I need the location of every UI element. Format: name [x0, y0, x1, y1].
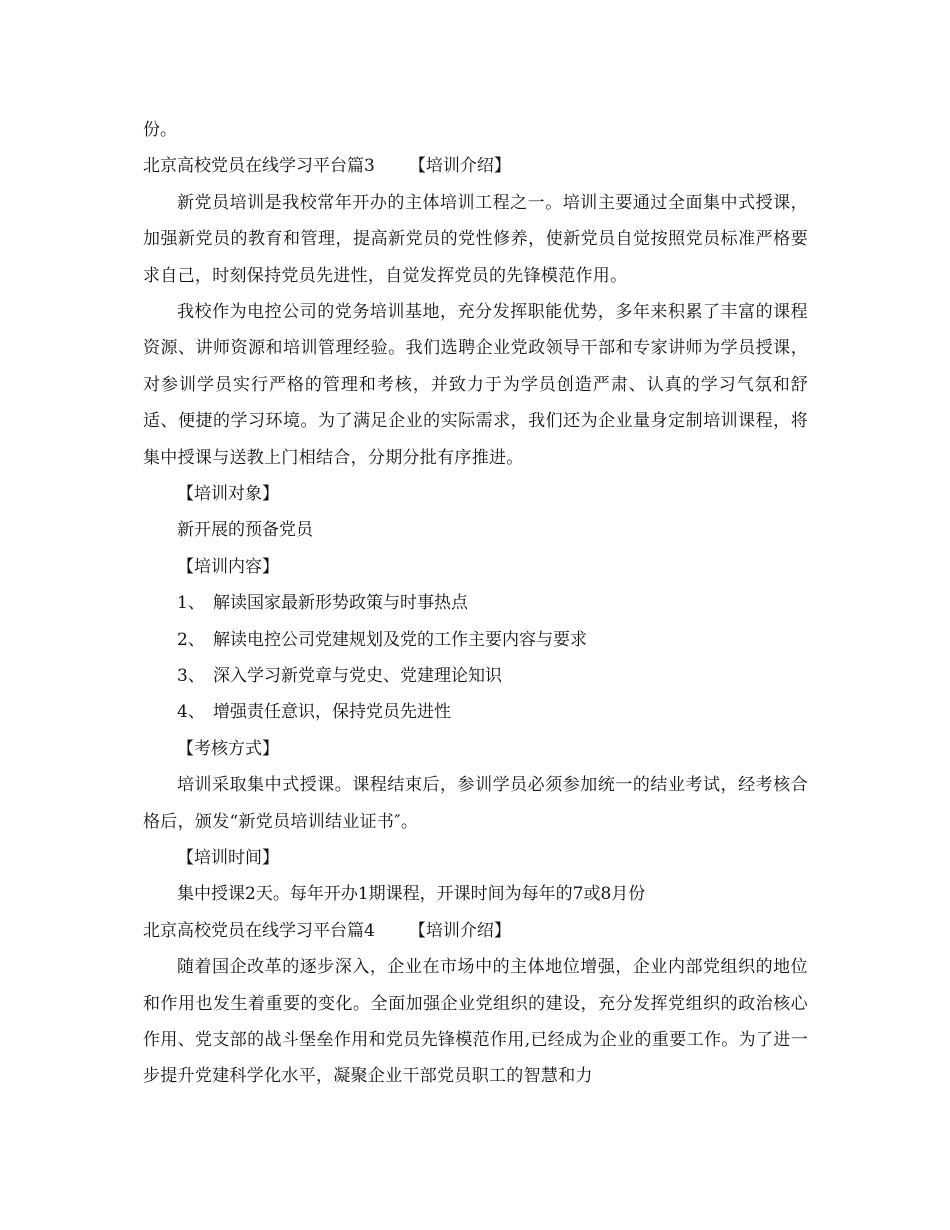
target-text: 新开展的预备党员 [177, 520, 313, 541]
section4-title: 北京高校党员在线学习平台篇4 [143, 920, 375, 941]
time-heading: 【培训时间】 [177, 847, 279, 868]
section3-title: 北京高校党员在线学习平台篇3 [143, 156, 375, 177]
assess-text: 培训采取集中式授课。课程结束后，参训学员必须参加统一的结业考试，经考核合格后，颁发“新党员培训结业证书″。 [143, 775, 808, 832]
list-item-text: 深入学习新党章与党史、党建理论知识 [213, 665, 502, 686]
list-item [143, 694, 808, 730]
section4-paragraph-1: 随着国企改革的逐步深入，企业在市场中的主体地位增强，企业内部党组织的地位和作用也发生着重要的变化。全面加强企业党组织的建设，充分发挥党组织的政治核心作用、党支部的战斗堡垒作用和党员先锋模范作用,已经成为企业的重要工作。为了进一步提升党建科学化水平，凝聚企业干部党员职工的智慧和力 [143, 957, 808, 1087]
document-body [143, 112, 808, 1095]
list-item [143, 585, 808, 621]
list-item-text: 解读电控公司党建规划及党的工作主要内容与要求 [213, 629, 587, 650]
section4-tag: 【培训介绍】 [408, 920, 511, 941]
list-item-number: 2、 [177, 629, 205, 650]
section3-tag: 【培训介绍】 [408, 156, 511, 177]
list-item [143, 658, 808, 694]
section3-heading [143, 148, 808, 184]
section4-heading [143, 913, 808, 949]
section3-paragraph-1: 新党员培训是我校常年开办的主体培训工程之一。培训主要通过全面集中式授课，加强新党员的教育和管理，提高新党员的党性修养，使新党员自觉按照党员标准严格要求自己，时刻保持党员先进性，自觉发挥党员的先锋模范作用。 [143, 192, 808, 286]
list-item-text: 增强责任意识，保持党员先进性 [213, 702, 451, 723]
top-fragment: 份。 [143, 120, 177, 140]
list-item-number: 3、 [177, 665, 205, 686]
time-text: 集中授课2天。每年开办1期课程，开课时间为每年的7或8月份 [177, 884, 646, 905]
list-item-number: 1、 [177, 593, 205, 614]
list-item-number: 4、 [177, 702, 205, 723]
assess-heading: 【考核方式】 [177, 738, 279, 759]
target-heading: 【培训对象】 [177, 484, 279, 505]
content-heading: 【培训内容】 [177, 556, 279, 577]
list-item-text: 解读国家最新形势政策与时事热点 [213, 593, 468, 614]
section3-paragraph-2: 我校作为电控公司的党务培训基地，充分发挥职能优势，多年来积累了丰富的课程资源、讲师资源和培训管理经验。我们选聘企业党政领导干部和专家讲师为学员授课，对参训学员实行严格的管理和考核，并致力于为学员创造严肃、认真的学习气氛和舒适、便捷的学习环境。为了满足企业的实际需求，我们还为企业量身定制培训课程，将集中授课与送教上门相结合，分期分批有序推进。 [143, 302, 808, 468]
list-item [143, 622, 808, 658]
